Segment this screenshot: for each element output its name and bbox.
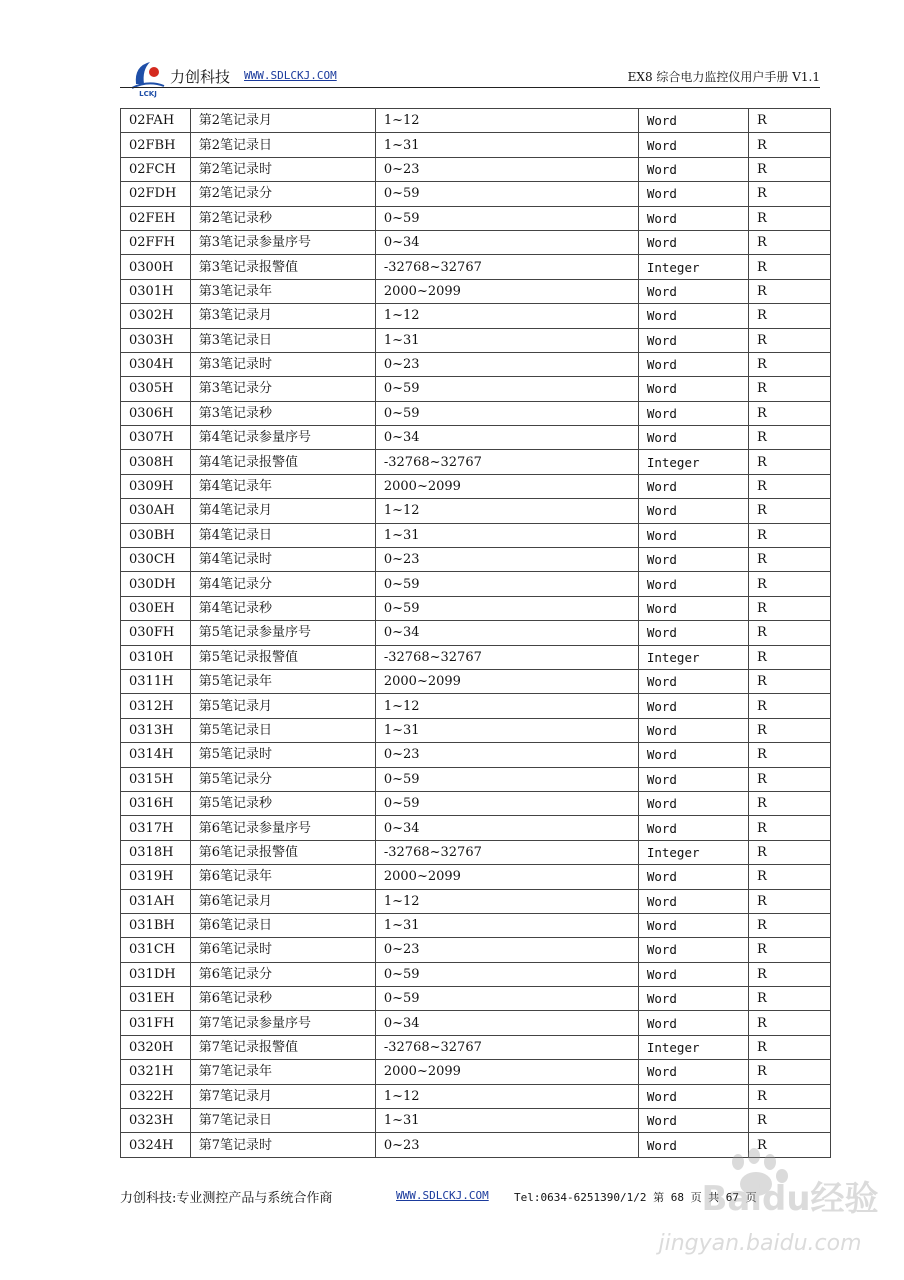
data-type-cell: Word — [638, 352, 748, 376]
register-name-cell: 第4笔记录秒 — [190, 596, 375, 620]
data-type-cell: Word — [638, 1011, 748, 1035]
data-type-cell: Word — [638, 669, 748, 693]
data-type-cell: Word — [638, 377, 748, 401]
table-row — [121, 523, 831, 547]
value-range-cell: -32768~32767 — [375, 645, 638, 669]
table-row — [121, 304, 831, 328]
access-mode-cell: R — [749, 304, 831, 328]
table-row — [121, 1035, 831, 1059]
data-type-cell: Word — [638, 694, 748, 718]
access-mode-cell: R — [749, 279, 831, 303]
data-type-cell: Word — [638, 596, 748, 620]
access-mode-cell: R — [749, 572, 831, 596]
register-name-cell: 第7笔记录参量序号 — [190, 1011, 375, 1035]
register-name-cell: 第2笔记录时 — [190, 157, 375, 181]
register-name-cell: 第5笔记录月 — [190, 694, 375, 718]
table-row — [121, 279, 831, 303]
register-address-cell: 031FH — [121, 1011, 191, 1035]
register-address-cell: 030AH — [121, 499, 191, 523]
register-address-cell: 0310H — [121, 645, 191, 669]
data-type-cell: Word — [638, 206, 748, 230]
access-mode-cell: R — [749, 328, 831, 352]
access-mode-cell: R — [749, 645, 831, 669]
register-address-cell: 0303H — [121, 328, 191, 352]
register-name-cell: 第3笔记录日 — [190, 328, 375, 352]
company-name: 力创科技 — [170, 68, 231, 86]
register-name-cell: 第3笔记录年 — [190, 279, 375, 303]
register-name-cell: 第4笔记录分 — [190, 572, 375, 596]
table-row — [121, 572, 831, 596]
data-type-cell: Word — [638, 743, 748, 767]
register-address-cell: 0323H — [121, 1109, 191, 1133]
access-mode-cell: R — [749, 1011, 831, 1035]
header-divider — [120, 87, 820, 88]
table-row — [121, 474, 831, 498]
access-mode-cell: R — [749, 743, 831, 767]
register-address-cell: 0315H — [121, 767, 191, 791]
data-type-cell: Word — [638, 938, 748, 962]
table-row — [121, 987, 831, 1011]
table-row — [121, 669, 831, 693]
register-address-cell: 02FCH — [121, 157, 191, 181]
table-row — [121, 499, 831, 523]
value-range-cell: 0~23 — [375, 1133, 638, 1157]
register-address-cell: 0319H — [121, 865, 191, 889]
value-range-cell: 0~23 — [375, 157, 638, 181]
value-range-cell: 0~34 — [375, 621, 638, 645]
value-range-cell: 1~12 — [375, 109, 638, 133]
register-name-cell: 第5笔记录秒 — [190, 791, 375, 815]
data-type-cell: Word — [638, 791, 748, 815]
footer-company-slogan: 力创科技:专业测控产品与系统合作商 — [120, 1191, 333, 1206]
data-type-cell: Word — [638, 1109, 748, 1133]
value-range-cell: 1~12 — [375, 1084, 638, 1108]
data-type-cell: Word — [638, 426, 748, 450]
header-url-link[interactable]: WWW.SDLCKJ.COM — [244, 69, 337, 82]
register-name-cell: 第4笔记录月 — [190, 499, 375, 523]
register-address-cell: 0307H — [121, 426, 191, 450]
register-address-cell: 02FEH — [121, 206, 191, 230]
access-mode-cell: R — [749, 206, 831, 230]
access-mode-cell: R — [749, 816, 831, 840]
data-type-cell: Word — [638, 987, 748, 1011]
register-name-cell: 第6笔记录年 — [190, 865, 375, 889]
access-mode-cell: R — [749, 669, 831, 693]
table-row — [121, 962, 831, 986]
data-type-cell: Word — [638, 913, 748, 937]
register-address-cell: 02FDH — [121, 182, 191, 206]
access-mode-cell: R — [749, 791, 831, 815]
register-address-cell: 0312H — [121, 694, 191, 718]
value-range-cell: 0~59 — [375, 596, 638, 620]
register-address-cell: 02FAH — [121, 109, 191, 133]
table-row — [121, 109, 831, 133]
table-row — [121, 596, 831, 620]
data-type-cell: Integer — [638, 255, 748, 279]
register-address-cell: 031EH — [121, 987, 191, 1011]
access-mode-cell: R — [749, 182, 831, 206]
data-type-cell: Word — [638, 230, 748, 254]
data-type-cell: Integer — [638, 450, 748, 474]
register-name-cell: 第2笔记录日 — [190, 133, 375, 157]
register-address-cell: 0316H — [121, 791, 191, 815]
register-address-cell: 0321H — [121, 1060, 191, 1084]
watermark-site: jingyan.baidu.com — [658, 1231, 862, 1256]
access-mode-cell: R — [749, 718, 831, 742]
data-type-cell: Word — [638, 718, 748, 742]
access-mode-cell: R — [749, 767, 831, 791]
register-name-cell: 第7笔记录年 — [190, 1060, 375, 1084]
table-row — [121, 913, 831, 937]
register-name-cell: 第4笔记录参量序号 — [190, 426, 375, 450]
register-name-cell: 第7笔记录时 — [190, 1133, 375, 1157]
register-address-cell: 0311H — [121, 669, 191, 693]
data-type-cell: Word — [638, 548, 748, 572]
data-type-cell: Integer — [638, 840, 748, 864]
value-range-cell: 2000~2099 — [375, 474, 638, 498]
data-type-cell: Word — [638, 1084, 748, 1108]
value-range-cell: 1~31 — [375, 1109, 638, 1133]
table-row — [121, 865, 831, 889]
register-name-cell: 第6笔记录月 — [190, 889, 375, 913]
table-row — [121, 548, 831, 572]
register-address-cell: 030BH — [121, 523, 191, 547]
access-mode-cell: R — [749, 621, 831, 645]
value-range-cell: 1~12 — [375, 889, 638, 913]
register-name-cell: 第5笔记录参量序号 — [190, 621, 375, 645]
access-mode-cell: R — [749, 230, 831, 254]
access-mode-cell: R — [749, 548, 831, 572]
register-address-cell: 0302H — [121, 304, 191, 328]
access-mode-cell: R — [749, 1109, 831, 1133]
register-name-cell: 第3笔记录参量序号 — [190, 230, 375, 254]
register-address-cell: 0306H — [121, 401, 191, 425]
table-row — [121, 694, 831, 718]
register-name-cell: 第6笔记录日 — [190, 913, 375, 937]
table-row — [121, 889, 831, 913]
register-address-cell: 0313H — [121, 718, 191, 742]
value-range-cell: 0~34 — [375, 1011, 638, 1035]
table-row — [121, 133, 831, 157]
register-name-cell: 第6笔记录分 — [190, 962, 375, 986]
table-row — [121, 328, 831, 352]
register-name-cell: 第5笔记录报警值 — [190, 645, 375, 669]
watermark-brand: Baidu经验 — [701, 1179, 879, 1219]
register-address-cell: 0320H — [121, 1035, 191, 1059]
data-type-cell: Word — [638, 1060, 748, 1084]
access-mode-cell: R — [749, 962, 831, 986]
data-type-cell: Word — [638, 133, 748, 157]
data-type-cell: Word — [638, 499, 748, 523]
value-range-cell: 2000~2099 — [375, 669, 638, 693]
value-range-cell: -32768~32767 — [375, 1035, 638, 1059]
value-range-cell: 1~12 — [375, 499, 638, 523]
register-address-cell: 0322H — [121, 1084, 191, 1108]
data-type-cell: Word — [638, 109, 748, 133]
value-range-cell: 0~59 — [375, 401, 638, 425]
value-range-cell: 0~59 — [375, 206, 638, 230]
table-row — [121, 718, 831, 742]
value-range-cell: 2000~2099 — [375, 279, 638, 303]
access-mode-cell: R — [749, 1035, 831, 1059]
value-range-cell: 0~23 — [375, 548, 638, 572]
value-range-cell: 0~34 — [375, 230, 638, 254]
register-name-cell: 第3笔记录分 — [190, 377, 375, 401]
document-title: EX8 综合电力监控仪用户手册 V1.1 — [627, 70, 820, 84]
register-name-cell: 第2笔记录分 — [190, 182, 375, 206]
register-address-cell: 0318H — [121, 840, 191, 864]
value-range-cell: 0~59 — [375, 987, 638, 1011]
table-row — [121, 206, 831, 230]
table-row — [121, 791, 831, 815]
access-mode-cell: R — [749, 523, 831, 547]
register-address-cell: 030EH — [121, 596, 191, 620]
value-range-cell: 1~31 — [375, 133, 638, 157]
register-name-cell: 第4笔记录日 — [190, 523, 375, 547]
value-range-cell: 1~31 — [375, 328, 638, 352]
data-type-cell: Word — [638, 889, 748, 913]
table-row — [121, 255, 831, 279]
footer-url-link[interactable]: WWW.SDLCKJ.COM — [396, 1189, 489, 1202]
access-mode-cell: R — [749, 913, 831, 937]
access-mode-cell: R — [749, 352, 831, 376]
access-mode-cell: R — [749, 426, 831, 450]
data-type-cell: Word — [638, 865, 748, 889]
value-range-cell: 1~31 — [375, 913, 638, 937]
register-name-cell: 第5笔记录分 — [190, 767, 375, 791]
data-type-cell: Word — [638, 304, 748, 328]
value-range-cell: 0~59 — [375, 791, 638, 815]
register-address-cell: 030CH — [121, 548, 191, 572]
table-row — [121, 767, 831, 791]
data-type-cell: Word — [638, 816, 748, 840]
access-mode-cell: R — [749, 157, 831, 181]
data-type-cell: Word — [638, 279, 748, 303]
register-address-cell: 0308H — [121, 450, 191, 474]
access-mode-cell: R — [749, 255, 831, 279]
register-name-cell: 第3笔记录月 — [190, 304, 375, 328]
access-mode-cell: R — [749, 377, 831, 401]
register-address-cell: 0301H — [121, 279, 191, 303]
table-row — [121, 1133, 831, 1157]
value-range-cell: 1~12 — [375, 694, 638, 718]
access-mode-cell: R — [749, 450, 831, 474]
access-mode-cell: R — [749, 840, 831, 864]
page-header — [120, 58, 820, 98]
value-range-cell: 0~59 — [375, 767, 638, 791]
value-range-cell: -32768~32767 — [375, 450, 638, 474]
register-name-cell: 第3笔记录报警值 — [190, 255, 375, 279]
value-range-cell: 0~59 — [375, 962, 638, 986]
value-range-cell: -32768~32767 — [375, 255, 638, 279]
table-row — [121, 1084, 831, 1108]
footer-contact-page: Tel:0634-6251390/1/2 第 68 页 共 67 页 — [514, 1191, 757, 1204]
table-row — [121, 1060, 831, 1084]
table-row — [121, 450, 831, 474]
register-name-cell: 第4笔记录时 — [190, 548, 375, 572]
value-range-cell: -32768~32767 — [375, 840, 638, 864]
register-address-cell: 031AH — [121, 889, 191, 913]
value-range-cell: 1~31 — [375, 523, 638, 547]
register-address-cell: 0305H — [121, 377, 191, 401]
register-table — [120, 108, 831, 1158]
register-name-cell: 第6笔记录时 — [190, 938, 375, 962]
data-type-cell: Word — [638, 157, 748, 181]
data-type-cell: Word — [638, 767, 748, 791]
table-row — [121, 182, 831, 206]
register-name-cell: 第5笔记录年 — [190, 669, 375, 693]
register-name-cell: 第6笔记录报警值 — [190, 840, 375, 864]
register-address-cell: 0317H — [121, 816, 191, 840]
value-range-cell: 0~23 — [375, 352, 638, 376]
register-address-cell: 02FFH — [121, 230, 191, 254]
table-row — [121, 840, 831, 864]
register-name-cell: 第3笔记录秒 — [190, 401, 375, 425]
table-row — [121, 1109, 831, 1133]
data-type-cell: Integer — [638, 1035, 748, 1059]
data-type-cell: Word — [638, 401, 748, 425]
register-address-cell: 0309H — [121, 474, 191, 498]
data-type-cell: Word — [638, 572, 748, 596]
register-name-cell: 第2笔记录秒 — [190, 206, 375, 230]
register-address-cell: 030DH — [121, 572, 191, 596]
register-address-cell: 0300H — [121, 255, 191, 279]
register-name-cell: 第6笔记录秒 — [190, 987, 375, 1011]
data-type-cell: Word — [638, 182, 748, 206]
register-name-cell: 第7笔记录月 — [190, 1084, 375, 1108]
access-mode-cell: R — [749, 889, 831, 913]
register-name-cell: 第4笔记录报警值 — [190, 450, 375, 474]
access-mode-cell: R — [749, 474, 831, 498]
access-mode-cell: R — [749, 133, 831, 157]
register-address-cell: 0324H — [121, 1133, 191, 1157]
table-row — [121, 621, 831, 645]
data-type-cell: Integer — [638, 645, 748, 669]
register-table-body — [121, 109, 831, 1158]
data-type-cell: Word — [638, 328, 748, 352]
access-mode-cell: R — [749, 1084, 831, 1108]
register-address-cell: 031DH — [121, 962, 191, 986]
register-name-cell: 第3笔记录时 — [190, 352, 375, 376]
data-type-cell: Word — [638, 1133, 748, 1157]
value-range-cell: 0~23 — [375, 743, 638, 767]
table-row — [121, 230, 831, 254]
table-row — [121, 743, 831, 767]
value-range-cell: 0~59 — [375, 182, 638, 206]
data-type-cell: Word — [638, 474, 748, 498]
table-row — [121, 645, 831, 669]
register-name-cell: 第2笔记录月 — [190, 109, 375, 133]
value-range-cell: 0~34 — [375, 426, 638, 450]
access-mode-cell: R — [749, 1133, 831, 1157]
lckj-logo — [130, 58, 166, 98]
value-range-cell: 1~31 — [375, 718, 638, 742]
register-name-cell: 第5笔记录时 — [190, 743, 375, 767]
access-mode-cell: R — [749, 499, 831, 523]
table-row — [121, 352, 831, 376]
register-address-cell: 0314H — [121, 743, 191, 767]
value-range-cell: 2000~2099 — [375, 1060, 638, 1084]
table-row — [121, 816, 831, 840]
table-row — [121, 938, 831, 962]
access-mode-cell: R — [749, 401, 831, 425]
access-mode-cell: R — [749, 865, 831, 889]
register-address-cell: 030FH — [121, 621, 191, 645]
table-row — [121, 377, 831, 401]
value-range-cell: 1~12 — [375, 304, 638, 328]
access-mode-cell: R — [749, 938, 831, 962]
access-mode-cell: R — [749, 1060, 831, 1084]
access-mode-cell: R — [749, 987, 831, 1011]
table-row — [121, 1011, 831, 1035]
logo-text: LCKJ — [139, 90, 157, 98]
register-name-cell: 第7笔记录日 — [190, 1109, 375, 1133]
value-range-cell: 0~59 — [375, 377, 638, 401]
access-mode-cell: R — [749, 596, 831, 620]
data-type-cell: Word — [638, 523, 748, 547]
table-row — [121, 426, 831, 450]
table-row — [121, 157, 831, 181]
access-mode-cell: R — [749, 109, 831, 133]
table-row — [121, 401, 831, 425]
value-range-cell: 0~59 — [375, 572, 638, 596]
register-name-cell: 第4笔记录年 — [190, 474, 375, 498]
access-mode-cell: R — [749, 694, 831, 718]
value-range-cell: 2000~2099 — [375, 865, 638, 889]
register-name-cell: 第5笔记录日 — [190, 718, 375, 742]
value-range-cell: 0~23 — [375, 938, 638, 962]
register-address-cell: 031CH — [121, 938, 191, 962]
register-address-cell: 0304H — [121, 352, 191, 376]
register-name-cell: 第7笔记录报警值 — [190, 1035, 375, 1059]
register-address-cell: 031BH — [121, 913, 191, 937]
page-footer — [120, 1187, 840, 1207]
data-type-cell: Word — [638, 621, 748, 645]
register-name-cell: 第6笔记录参量序号 — [190, 816, 375, 840]
value-range-cell: 0~34 — [375, 816, 638, 840]
data-type-cell: Word — [638, 962, 748, 986]
register-address-cell: 02FBH — [121, 133, 191, 157]
